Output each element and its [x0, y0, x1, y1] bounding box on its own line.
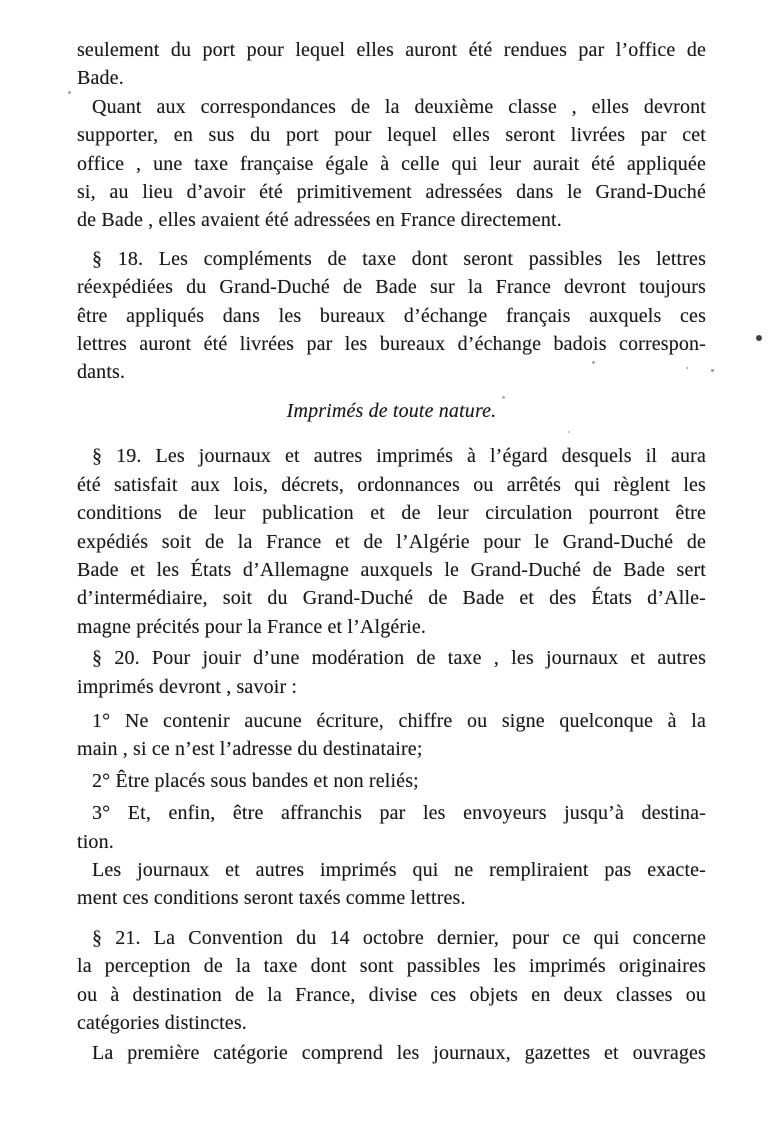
- text-block: [77, 36, 706, 1068]
- text-line: d’intermédiaire, soit du Grand-Duché de Bade et des États d’Alle-: [77, 587, 706, 610]
- text-line: être appliqués dans les bureaux d’échange français auxquels ces: [77, 304, 706, 327]
- ink-speck: [502, 396, 505, 399]
- text-line: ou à destination de la France, divise ces objets en deux classes ou: [77, 983, 706, 1006]
- text-line: expédiés soit de la France et de l’Algérie pour le Grand-Duché de: [77, 530, 706, 553]
- text-line: ment ces conditions seront taxés comme lettres.: [77, 887, 466, 910]
- text-line: seulement du port pour lequel elles auront été rendues par l’office de: [77, 39, 706, 61]
- paragraph: [77, 924, 706, 1038]
- paragraph: [77, 245, 706, 387]
- paragraph: [77, 1039, 706, 1067]
- ink-speck: [756, 335, 762, 341]
- text-line: conditions de leur publication et de leur circulation pourront être: [77, 502, 706, 525]
- paragraph: [77, 644, 706, 701]
- text-line: § 21. La Convention du 14 octobre dernier, pour ce qui concerne: [92, 926, 706, 949]
- text-line: imprimés devront , savoir :: [77, 675, 298, 698]
- text-line: main , si ce n’est l’adresse du destinataire;: [77, 738, 423, 761]
- text-line: supporter, en sus du port pour lequel elles seront livrées par cet: [77, 124, 706, 147]
- paragraph: [77, 36, 706, 93]
- paragraph: [77, 442, 706, 641]
- section-heading: [77, 397, 706, 425]
- text-line: Les journaux et autres imprimés qui ne rempliraient pas exacte-: [92, 858, 706, 881]
- text-line: été satisfait aux lois, décrets, ordonnances ou arrêtés qui règlent les: [77, 473, 706, 496]
- ink-speck: [68, 91, 71, 94]
- text-line: réexpédiées du Grand-Duché de Bade sur la France devront toujours: [77, 276, 706, 299]
- ink-speck: [568, 431, 570, 433]
- text-line: lettres auront été livrées par les bureaux d’échange badois correspon-: [77, 333, 706, 356]
- paragraph: [77, 799, 706, 856]
- text-line: dants.: [77, 361, 126, 384]
- text-line: Bade et les États d’Allemagne auxquels le Grand-Duché de Bade sert: [77, 558, 706, 581]
- text-line: si, au lieu d’avoir été primitivement adressées dans le Grand-Duché: [77, 181, 706, 204]
- text-line: Quant aux correspondances de la deuxième classe , elles devront: [92, 95, 706, 118]
- text-line: 1° Ne contenir aucune écriture, chiffre ou signe quelconque à la: [92, 709, 706, 732]
- paragraph: [77, 767, 706, 795]
- text-line: Imprimés de toute nature.: [286, 399, 497, 422]
- text-line: § 19. Les journaux et autres imprimés à l’égard desquels il aura: [92, 445, 706, 468]
- text-line: § 20. Pour jouir d’une modération de taxe , les journaux et autres: [92, 647, 706, 670]
- text-line: magne précités pour la France et l’Algérie.: [77, 615, 427, 638]
- ink-speck: [711, 369, 714, 372]
- ink-speck: [686, 367, 688, 369]
- text-line: la perception de la taxe dont sont passibles les imprimés originaires: [77, 955, 706, 978]
- text-line: de Bade , elles avaient été adressées en France directement.: [77, 209, 562, 232]
- paragraph: [77, 856, 706, 913]
- text-line: 3° Et, enfin, être affranchis par les envoyeurs jusqu’à destina-: [92, 802, 706, 825]
- text-line: catégories distinctes.: [77, 1012, 247, 1034]
- paragraph: [77, 93, 706, 235]
- text-line: § 18. Les compléments de taxe dont seront passibles les lettres: [92, 247, 706, 270]
- text-line: tion.: [77, 830, 114, 853]
- paragraph: [77, 707, 706, 764]
- ink-speck: [592, 361, 595, 364]
- text-line: Bade.: [77, 67, 124, 90]
- text-line: La première catégorie comprend les journaux, gazettes et ouvrages: [92, 1042, 706, 1065]
- text-line: office , une taxe française égale à celle qui leur aurait été appliquée: [77, 152, 706, 175]
- text-line: 2° Être placés sous bandes et non reliés;: [92, 769, 419, 792]
